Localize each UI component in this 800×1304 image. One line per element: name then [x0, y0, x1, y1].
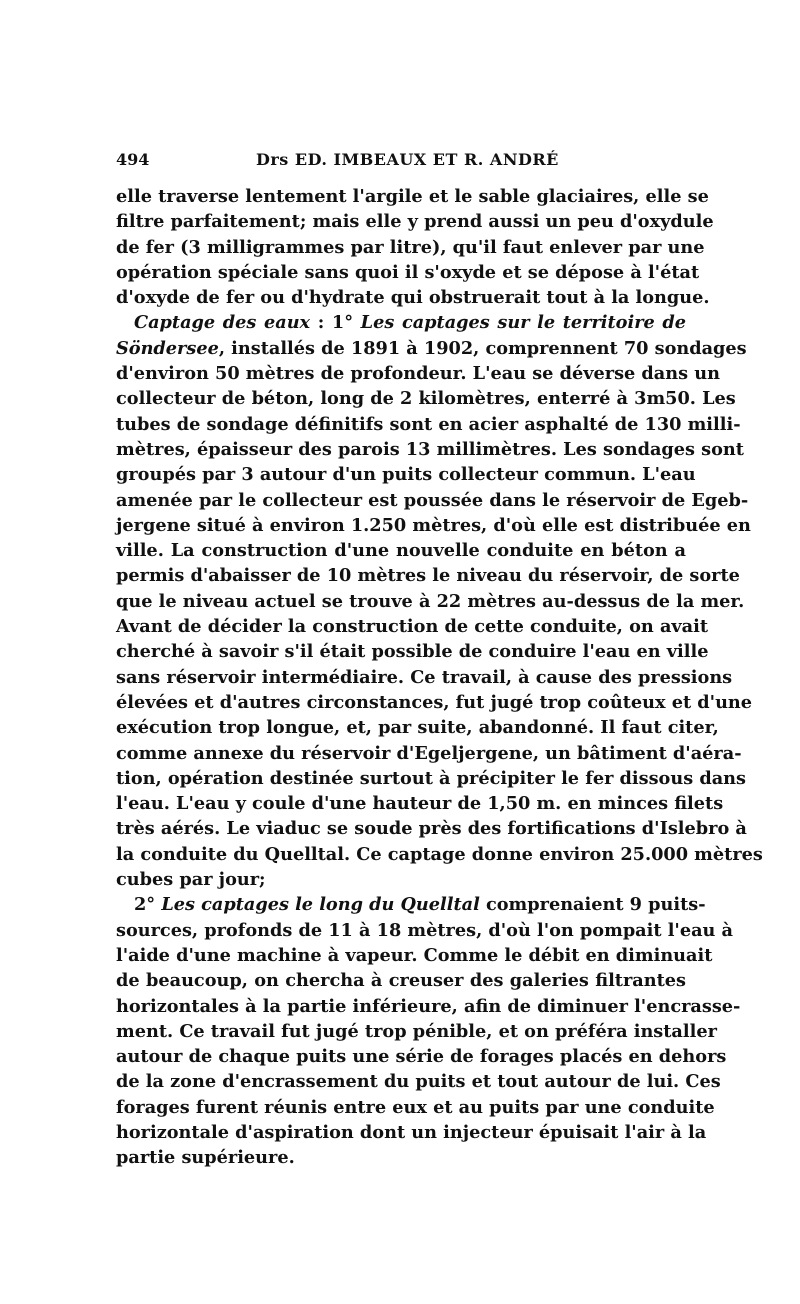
text-line [116, 665, 733, 690]
text-line [116, 361, 720, 386]
header-title: Drs ED. IMBEAUX ET R. ANDRÉ [256, 150, 559, 169]
text-line [116, 386, 736, 411]
text-line [116, 310, 686, 335]
text-line [116, 968, 686, 993]
text-run: de fer (3 milligrammes par litre), qu'il faut enlever par une [116, 236, 705, 258]
text-run: , installés de 1891 à 1902, comprennent 70 sondages [218, 337, 747, 359]
text-line [116, 715, 719, 740]
text-line [116, 589, 745, 614]
text-line [116, 994, 741, 1019]
text-line [116, 639, 709, 664]
text-line [116, 1019, 717, 1044]
text-run: cherché à savoir s'il était possible de conduire l'eau en ville [116, 641, 709, 663]
text-line [116, 892, 706, 917]
text-line [116, 412, 741, 437]
text-run: mètres, épaisseur des parois 13 millimètres. Les sondages sont [116, 438, 744, 460]
italic-text: Söndersee [116, 337, 219, 359]
text-line [116, 488, 749, 513]
text-line [116, 842, 763, 867]
text-run: de beaucoup, on chercha à creuser des galeries filtrantes [116, 970, 686, 992]
italic-text: Les captages sur le territoire de [360, 312, 687, 334]
text-line [116, 462, 696, 487]
text-line [116, 235, 705, 260]
text-run: permis d'abaisser de 10 mètres le niveau du réservoir, de sorte [116, 565, 740, 587]
text-run: opération spéciale sans quoi il s'oxyde et se dépose à l'état [116, 261, 700, 283]
text-run: autour de chaque puits une série de forages placés en dehors [116, 1046, 727, 1068]
text-line [116, 766, 746, 791]
text-run: l'aide d'une machine à vapeur. Comme le débit en diminuait [116, 944, 713, 966]
text-run: que le niveau actuel se trouve à 22 mètres au-dessus de la mer. [116, 590, 745, 612]
text-line [116, 1095, 715, 1120]
text-line [116, 437, 744, 462]
text-run: exécution trop longue, et, par suite, abandonné. Il faut citer, [116, 717, 719, 739]
text-line [116, 1069, 721, 1094]
text-line [116, 918, 734, 943]
text-run: 2° [134, 894, 162, 916]
text-run: d'oxyde de fer ou d'hydrate qui obstruerait tout à la longue. [116, 287, 710, 309]
text-run: ment. Ce travail fut jugé trop pénible, et on préféra installer [116, 1020, 717, 1042]
body-text [116, 184, 763, 1171]
text-run: partie supérieure. [116, 1147, 295, 1169]
text-run: amenée par le collecteur est poussée dans le réservoir de Egeb- [116, 489, 749, 511]
text-run: elle traverse lentement l'argile et le sable glaciaires, elle se [116, 186, 709, 207]
text-run: : 1° [310, 312, 361, 334]
text-run: sans réservoir intermédiaire. Ce travail, à cause des pressions [116, 666, 733, 688]
text-line [116, 336, 747, 361]
text-line [116, 791, 724, 816]
text-line [116, 563, 740, 588]
text-line [116, 867, 686, 892]
text-run: groupés par 3 autour d'un puits collecteur commun. L'eau [116, 464, 696, 486]
text-run: collecteur de béton, long de 2 kilomètres, enterré à 3m50. Les [116, 388, 736, 410]
book-page [116, 150, 763, 1171]
text-run: tion, opération destinée surtout à précipiter le fer dissous dans [116, 767, 746, 789]
text-run: très aérés. Le viaduc se soude près des fortifications d'Islebro à [116, 818, 747, 840]
text-line [116, 538, 686, 563]
text-run: horizontales à la partie inférieure, afin de diminuer l'encrasse- [116, 995, 741, 1017]
text-line [116, 1044, 727, 1069]
text-line [116, 209, 714, 234]
text-run: d'environ 50 mètres de profondeur. L'eau se déverse dans un [116, 363, 720, 385]
text-run: jergene situé à environ 1.250 mètres, d'où elle est distribuée en [116, 514, 751, 536]
text-line [116, 943, 713, 968]
text-run: cubes par jour; [116, 869, 266, 891]
text-run: tubes de sondage définitifs sont en acier asphalté de 130 milli- [116, 413, 741, 435]
text-run: l'eau. L'eau y coule d'une hauteur de 1,50 m. en minces filets [116, 793, 724, 815]
italic-text: Captage des eaux [134, 312, 311, 334]
text-line [116, 1145, 686, 1170]
text-line [116, 816, 747, 841]
text-line [116, 260, 700, 285]
text-line [116, 184, 709, 209]
text-run: élevées et d'autres circonstances, fut jugé trop coûteux et d'une [116, 691, 753, 713]
text-line [116, 614, 709, 639]
text-run: de la zone d'encrassement du puits et tout autour de lui. Ces [116, 1071, 721, 1093]
text-line [116, 741, 742, 766]
italic-text: Les captages le long du Quelltal [161, 894, 480, 916]
text-run: la conduite du Quelltal. Ce captage donne environ 25.000 mètres [116, 843, 763, 865]
text-run: forages furent réunis entre eux et au puits par une conduite [116, 1096, 715, 1118]
text-line [116, 690, 753, 715]
page-number: 494 [116, 150, 150, 169]
text-run: comprenaient 9 puits- [479, 894, 706, 916]
text-line [116, 513, 751, 538]
text-run: sources, profonds de 11 à 18 mètres, d'où l'on pompait l'eau à [116, 919, 734, 941]
text-run: horizontale d'aspiration dont un injecteur épuisait l'air à la [116, 1121, 707, 1143]
text-line [116, 285, 710, 310]
running-head [116, 150, 686, 176]
text-run: comme annexe du réservoir d'Egeljergene, un bâtiment d'aéra- [116, 742, 742, 764]
text-line [116, 1120, 707, 1145]
text-run: Avant de décider la construction de cette conduite, on avait [116, 616, 709, 638]
text-run: filtre parfaitement; mais elle y prend aussi un peu d'oxydule [116, 211, 714, 233]
text-run: ville. La construction d'une nouvelle conduite en béton a [116, 540, 686, 562]
